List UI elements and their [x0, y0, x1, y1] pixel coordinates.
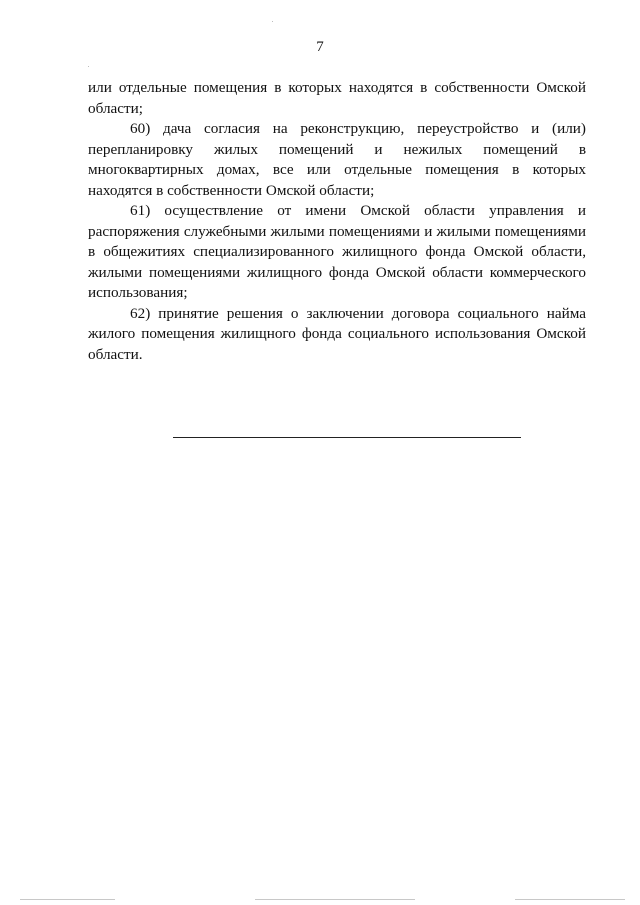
scan-speck: [88, 66, 89, 67]
scan-artifact-line: [515, 899, 625, 900]
scan-artifact-line: [20, 899, 115, 900]
end-of-text-rule: [173, 437, 521, 438]
paragraph-item-60: 60) дача согласия на реконструкцию, переустройство и (или) перепланировку жилых помещений и нежилых помещений в многоквартирных домах, все или отдельные помещения в которых находятся в собственности Омской области;: [88, 120, 586, 199]
document-body: [88, 78, 586, 365]
paragraph-item-62: 62) принятие решения о заключении договора социального найма жилого помещения жилищного фонда социального использования Омской области.: [88, 304, 586, 363]
page-number: 7: [316, 39, 324, 55]
scan-speck: [272, 21, 273, 22]
paragraph-item-61: 61) осуществление от имени Омской области управления и распоряжения служебными жилыми помещениями и жилыми помещениями в общежитиях специализированного жилищного фонда Омской области, жилыми помещениями жилищного фонда Омской области коммерческого использования;: [88, 202, 586, 301]
paragraph-continuation: или отдельные помещения в которых находятся в собственности Омской области;: [88, 79, 586, 117]
scan-artifact-line: [255, 899, 415, 900]
